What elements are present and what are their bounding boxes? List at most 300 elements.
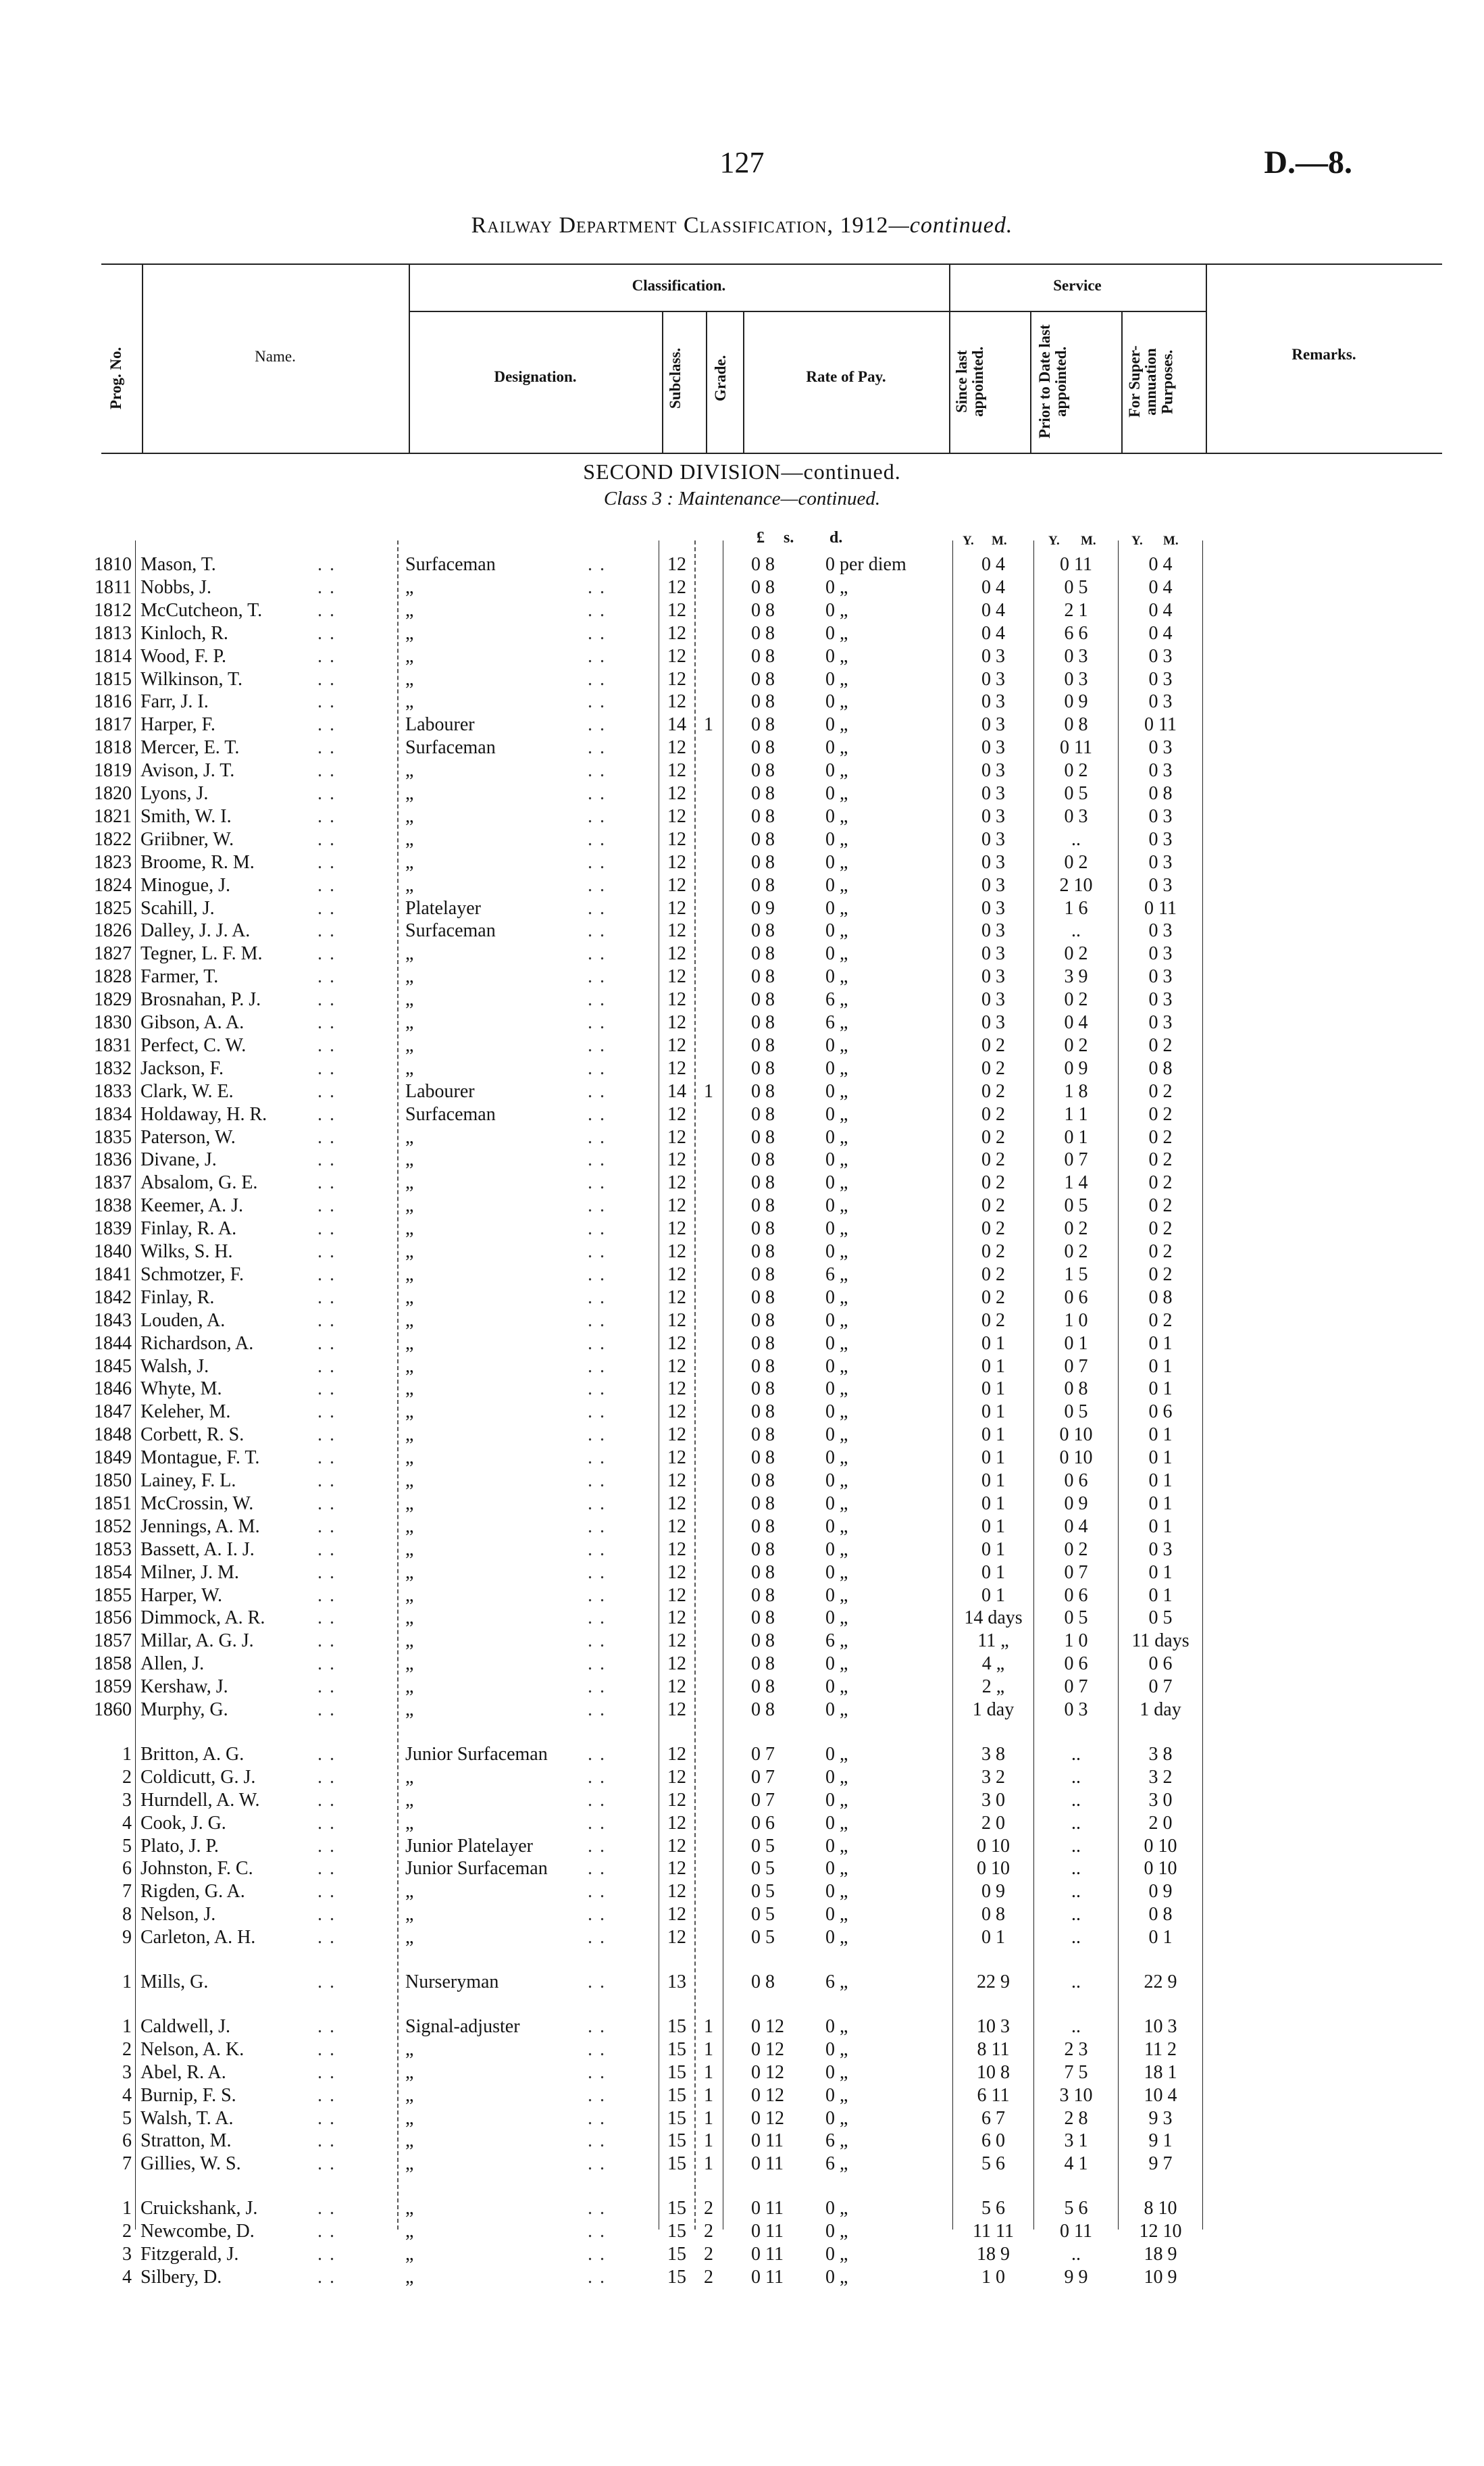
rate-pence-basis: 6 „ [825, 989, 848, 1011]
employee-name: Kershaw, J. [140, 1676, 228, 1698]
name-leader: . . [317, 1835, 336, 1857]
since-last: 22 9 [977, 1971, 1010, 1992]
employee-name: Corbett, R. S. [140, 1424, 245, 1446]
since-last: 0 3 [981, 943, 1005, 965]
name-leader: . . [317, 1332, 336, 1354]
rate-pounds-shillings: 0 8 [751, 874, 775, 896]
rate-pounds-shillings: 0 8 [751, 645, 775, 667]
subclass: 12 [667, 1492, 686, 1514]
designation: Surfaceman [405, 737, 496, 759]
rate-pence-basis: 0 „ [825, 1561, 848, 1583]
prog-no: 1832 [94, 1057, 132, 1079]
rate-pence-basis: 0 „ [825, 920, 848, 942]
prior-to-date: 2 1 [1064, 599, 1088, 621]
since-last: 0 3 [981, 760, 1005, 782]
subclass: 12 [667, 1149, 686, 1171]
prog-no: 1846 [94, 1378, 132, 1400]
since-last: 1 0 [981, 2266, 1005, 2288]
name-leader: . . [317, 668, 336, 690]
prog-no: 1838 [94, 1195, 132, 1217]
rate-pounds-shillings: 0 12 [751, 2038, 784, 2060]
rate-pence-basis: 0 „ [825, 1126, 848, 1148]
subclass: 12 [667, 1630, 686, 1652]
designation-leader: . . [588, 851, 606, 873]
rate-pence-basis: 0 „ [825, 1538, 848, 1560]
designation-leader: . . [588, 1218, 606, 1240]
prior-to-date: 2 3 [1064, 2038, 1088, 2060]
designation-leader: . . [588, 599, 606, 621]
name-leader: . . [317, 989, 336, 1011]
name-leader: . . [317, 1789, 336, 1811]
designation-leader: . . [588, 943, 606, 965]
name-leader: . . [317, 2266, 336, 2288]
rate-pence-basis: 0 „ [825, 1470, 848, 1491]
rate-pounds-shillings: 0 8 [751, 1241, 775, 1262]
unit-year-2: Y. [1048, 534, 1060, 548]
designation: „ [405, 2084, 414, 2106]
name-leader: . . [317, 1515, 336, 1537]
name-leader: . . [317, 2153, 336, 2175]
for-superannuation: 0 11 [1144, 897, 1177, 919]
subclass: 15 [667, 2153, 686, 2175]
designation-leader: . . [588, 1332, 606, 1354]
since-last: 0 8 [981, 1904, 1005, 1926]
name-leader: . . [317, 599, 336, 621]
designation-leader: . . [588, 1971, 606, 1992]
prior-to-date: 0 6 [1064, 1286, 1088, 1308]
rate-pence-basis: 6 „ [825, 2130, 848, 2152]
subclass: 15 [667, 2198, 686, 2219]
subclass: 12 [667, 1355, 686, 1377]
subclass: 12 [667, 1881, 686, 1903]
for-superannuation: 0 8 [1148, 1286, 1173, 1308]
designation: „ [405, 1286, 414, 1308]
subclass: 12 [667, 874, 686, 896]
unit-year-3: Y. [1131, 534, 1143, 548]
prior-to-date: 0 9 [1064, 691, 1088, 713]
for-superannuation: 0 3 [1148, 989, 1173, 1011]
unit-month-2: M. [1081, 534, 1096, 548]
name-leader: . . [317, 1447, 336, 1469]
rate-pounds-shillings: 0 8 [751, 576, 775, 598]
since-last: 0 2 [981, 1195, 1005, 1217]
for-superannuation: 3 8 [1148, 1743, 1173, 1765]
prior-to-date: 0 2 [1064, 1218, 1088, 1240]
designation: „ [405, 1034, 414, 1056]
rate-pounds-shillings: 0 5 [751, 1904, 775, 1926]
rate-pence-basis: 0 „ [825, 622, 848, 644]
employee-name: Walsh, J. [140, 1355, 209, 1377]
name-leader: . . [317, 1653, 336, 1675]
subclass: 15 [667, 2244, 686, 2265]
prior-to-date: 6 6 [1064, 622, 1088, 644]
prior-to-date: 0 5 [1064, 1607, 1088, 1629]
prog-no: 1843 [94, 1309, 132, 1331]
designation: „ [405, 828, 414, 850]
subclass: 12 [667, 783, 686, 804]
rate-pounds-shillings: 0 8 [751, 622, 775, 644]
header-name: Name. [255, 348, 296, 365]
prog-no: 1819 [94, 760, 132, 782]
employee-name: Mercer, E. T. [140, 737, 240, 759]
subclass: 12 [667, 1401, 686, 1423]
header-for-superannuation: For Super-annuation Purposes. [1126, 345, 1176, 418]
rate-pence-basis: 0 „ [825, 1515, 848, 1537]
for-superannuation: 0 10 [1144, 1858, 1177, 1880]
subclass: 12 [667, 1470, 686, 1491]
rate-pence-basis: 0 „ [825, 1743, 848, 1765]
for-superannuation: 0 3 [1148, 851, 1173, 873]
rate-pounds-shillings: 0 12 [751, 2015, 784, 2037]
subclass: 12 [667, 1607, 686, 1629]
subclass: 12 [667, 989, 686, 1011]
employee-name: Millar, A. G. J. [140, 1630, 254, 1652]
for-superannuation: 0 2 [1148, 1195, 1173, 1217]
prog-no: 8 [122, 1904, 132, 1926]
prog-no: 1814 [94, 645, 132, 667]
designation: „ [405, 2221, 414, 2242]
prog-no: 4 [122, 2084, 132, 2106]
prior-to-date: 1 1 [1064, 1103, 1088, 1125]
designation: „ [405, 1927, 414, 1948]
for-superannuation: 0 4 [1148, 554, 1173, 575]
rate-pence-basis: 0 „ [825, 2015, 848, 2037]
designation: „ [405, 1172, 414, 1194]
rate-pence-basis: 0 „ [825, 783, 848, 804]
rate-pounds-shillings: 0 8 [751, 920, 775, 942]
name-leader: . . [317, 1971, 336, 1992]
rate-pence-basis: 0 „ [825, 760, 848, 782]
designation-leader: . . [588, 1172, 606, 1194]
employee-name: Wood, F. P. [140, 645, 226, 667]
subclass: 13 [667, 1971, 686, 1992]
since-last: 0 10 [977, 1858, 1010, 1880]
name-leader: . . [317, 851, 336, 873]
prior-to-date: 0 10 [1059, 1447, 1093, 1469]
designation: „ [405, 1263, 414, 1285]
header-classification: Classification. [632, 277, 726, 294]
designation: Surfaceman [405, 920, 496, 942]
prior-to-date: .. [1071, 2244, 1081, 2265]
prog-no: 1848 [94, 1424, 132, 1446]
subclass: 12 [667, 554, 686, 575]
header-service: Service [1053, 277, 1102, 294]
designation: „ [405, 1561, 414, 1583]
for-superannuation: 18 1 [1144, 2061, 1177, 2083]
rate-pounds-shillings: 0 11 [751, 2130, 784, 2152]
rate-pence-basis: 0 „ [825, 1653, 848, 1675]
prog-no: 5 [122, 1835, 132, 1857]
designation: „ [405, 1653, 414, 1675]
prog-no: 1859 [94, 1676, 132, 1698]
rate-pence-basis: 0 „ [825, 1309, 848, 1331]
designation-leader: . . [588, 805, 606, 827]
designation-leader: . . [588, 1149, 606, 1171]
name-leader: . . [317, 1766, 336, 1788]
since-last: 0 3 [981, 851, 1005, 873]
since-last: 3 0 [981, 1789, 1005, 1811]
prog-no: 1855 [94, 1584, 132, 1606]
rate-pounds-shillings: 0 8 [751, 1492, 775, 1514]
prog-no: 2 [122, 2221, 132, 2242]
employee-name: Wilks, S. H. [140, 1241, 233, 1262]
since-last: 0 2 [981, 1218, 1005, 1240]
for-superannuation: 0 9 [1148, 1881, 1173, 1903]
prior-to-date: .. [1071, 1743, 1081, 1765]
rate-pounds-shillings: 0 7 [751, 1743, 775, 1765]
subclass: 12 [667, 805, 686, 827]
prog-no: 2 [122, 2038, 132, 2060]
subclass: 12 [667, 828, 686, 850]
prog-no: 1844 [94, 1332, 132, 1354]
employee-name: Montague, F. T. [140, 1447, 260, 1469]
designation-leader: . . [588, 1630, 606, 1652]
designation: „ [405, 691, 414, 713]
designation-leader: . . [588, 1034, 606, 1056]
rate-pounds-shillings: 0 8 [751, 1309, 775, 1331]
rate-pounds-shillings: 0 11 [751, 2153, 784, 2175]
subclass: 15 [667, 2221, 686, 2242]
employee-name: Plato, J. P. [140, 1835, 219, 1857]
for-superannuation: 0 2 [1148, 1309, 1173, 1331]
subclass: 15 [667, 2107, 686, 2129]
grade: 1 [704, 2084, 713, 2106]
designation: „ [405, 2061, 414, 2083]
prior-to-date: .. [1071, 1971, 1081, 1992]
rate-pence-basis: 0 „ [825, 1149, 848, 1171]
rate-pence-basis: 0 „ [825, 1699, 848, 1720]
prior-to-date: 0 7 [1064, 1355, 1088, 1377]
subclass: 12 [667, 897, 686, 919]
designation-leader: . . [588, 1103, 606, 1125]
grade: 1 [704, 2015, 713, 2037]
designation-leader: . . [588, 2244, 606, 2265]
name-leader: . . [317, 874, 336, 896]
prior-to-date: 0 11 [1060, 2221, 1092, 2242]
for-superannuation: 0 1 [1148, 1561, 1173, 1583]
employee-name: Louden, A. [140, 1309, 226, 1331]
rate-pence-basis: 0 „ [825, 2084, 848, 2106]
rate-pence-basis: 0 „ [825, 668, 848, 690]
rate-pounds-shillings: 0 11 [751, 2244, 784, 2265]
rate-pence-basis: 0 „ [825, 2266, 848, 2288]
since-last: 0 3 [981, 645, 1005, 667]
designation-leader: . . [588, 1743, 606, 1765]
designation-leader: . . [588, 2198, 606, 2219]
prior-to-date: 0 2 [1064, 851, 1088, 873]
subclass: 12 [667, 1241, 686, 1262]
designation-leader: . . [588, 1927, 606, 1948]
subclass: 12 [667, 622, 686, 644]
prog-no: 1845 [94, 1355, 132, 1377]
designation: „ [405, 1812, 414, 1834]
designation-leader: . . [588, 2084, 606, 2106]
name-leader: . . [317, 1378, 336, 1400]
rate-pounds-shillings: 0 8 [751, 851, 775, 873]
name-leader: . . [317, 691, 336, 713]
header-since-last: Since last appointed. [953, 346, 987, 418]
rate-pounds-shillings: 0 8 [751, 1263, 775, 1285]
prior-to-date: 0 3 [1064, 805, 1088, 827]
subclass: 12 [667, 1424, 686, 1446]
rate-pence-basis: 0 „ [825, 1927, 848, 1948]
prior-to-date: 0 2 [1064, 943, 1088, 965]
prog-no: 1858 [94, 1653, 132, 1675]
prog-no: 1828 [94, 966, 132, 988]
subclass: 12 [667, 1447, 686, 1469]
rate-pence-basis: 0 „ [825, 2198, 848, 2219]
designation-leader: . . [588, 737, 606, 759]
for-superannuation: 0 3 [1148, 805, 1173, 827]
subclass: 12 [667, 943, 686, 965]
rate-pence-basis: 0 „ [825, 1195, 848, 1217]
designation: „ [405, 1378, 414, 1400]
designation: „ [405, 783, 414, 804]
designation: „ [405, 1699, 414, 1720]
name-leader: . . [317, 1126, 336, 1148]
name-leader: . . [317, 1103, 336, 1125]
since-last: 18 9 [977, 2244, 1010, 2265]
subclass: 15 [667, 2061, 686, 2083]
designation: „ [405, 1126, 414, 1148]
name-leader: . . [317, 1286, 336, 1308]
designation-leader: . . [588, 1835, 606, 1857]
header-rate-of-pay: Rate of Pay. [806, 368, 886, 385]
name-leader: . . [317, 1584, 336, 1606]
prog-no: 1829 [94, 989, 132, 1011]
since-last: 2 „ [981, 1676, 1005, 1698]
prog-no: 2 [122, 1766, 132, 1788]
prior-to-date: 1 8 [1064, 1080, 1088, 1102]
subclass: 12 [667, 1263, 686, 1285]
subclass: 12 [667, 1766, 686, 1788]
designation: „ [405, 1218, 414, 1240]
name-leader: . . [317, 1904, 336, 1926]
designation: „ [405, 1057, 414, 1079]
designation-leader: . . [588, 1789, 606, 1811]
for-superannuation: 0 4 [1148, 599, 1173, 621]
employee-name: Broome, R. M. [140, 851, 255, 873]
designation: „ [405, 1424, 414, 1446]
prog-no: 1853 [94, 1538, 132, 1560]
for-superannuation: 9 1 [1148, 2130, 1173, 2152]
since-last: 10 8 [977, 2061, 1010, 2083]
name-leader: . . [317, 2061, 336, 2083]
employee-name: Minogue, J. [140, 874, 230, 896]
rate-pounds-shillings: 0 8 [751, 943, 775, 965]
rate-pounds-shillings: 0 7 [751, 1789, 775, 1811]
since-last: 6 11 [977, 2084, 1010, 2106]
prior-to-date: 0 3 [1064, 668, 1088, 690]
for-superannuation: 0 1 [1148, 1332, 1173, 1354]
employee-name: Griibner, W. [140, 828, 234, 850]
designation-leader: . . [588, 2266, 606, 2288]
designation-leader: . . [588, 554, 606, 575]
unit-month-1: M. [992, 534, 1007, 548]
for-superannuation: 11 2 [1144, 2038, 1177, 2060]
header-designation: Designation. [494, 368, 577, 385]
subclass: 12 [667, 1699, 686, 1720]
subclass: 12 [667, 1332, 686, 1354]
subclass: 12 [667, 1676, 686, 1698]
name-leader: . . [317, 1401, 336, 1423]
name-leader: . . [317, 1034, 336, 1056]
name-leader: . . [317, 1172, 336, 1194]
rate-pence-basis: 6 „ [825, 1263, 848, 1285]
grade: 1 [704, 2061, 713, 2083]
designation-leader: . . [588, 920, 606, 942]
prior-to-date: 0 5 [1064, 783, 1088, 804]
rate-pounds-shillings: 0 8 [751, 1401, 775, 1423]
name-leader: . . [317, 1607, 336, 1629]
designation-leader: . . [588, 1858, 606, 1880]
caption-main: Railway Department Classification, 1912 [471, 213, 889, 238]
name-leader: . . [317, 966, 336, 988]
for-superannuation: 0 11 [1144, 714, 1177, 736]
rate-pounds-shillings: 0 11 [751, 2221, 784, 2242]
prior-to-date: 9 9 [1064, 2266, 1088, 2288]
designation: „ [405, 1149, 414, 1171]
employee-name: Farr, J. I. [140, 691, 209, 713]
prior-to-date: 0 7 [1064, 1561, 1088, 1583]
designation-leader: . . [588, 691, 606, 713]
designation: „ [405, 2038, 414, 2060]
prog-no: 3 [122, 2061, 132, 2083]
rate-pounds-shillings: 0 5 [751, 1881, 775, 1903]
prog-no: 6 [122, 2130, 132, 2152]
designation-leader: . . [588, 1766, 606, 1788]
for-superannuation: 10 3 [1144, 2015, 1177, 2037]
prog-no: 1 [122, 2198, 132, 2219]
since-last: 1 day [972, 1699, 1015, 1720]
since-last: 6 0 [981, 2130, 1005, 2152]
name-leader: . . [317, 1470, 336, 1491]
unit-year-1: Y. [963, 534, 974, 548]
prior-to-date: 0 1 [1064, 1332, 1088, 1354]
rate-pence-basis: 0 „ [825, 2221, 848, 2242]
subclass: 14 [667, 714, 686, 736]
prior-to-date: .. [1071, 1904, 1081, 1926]
designation-leader: . . [588, 1057, 606, 1079]
name-leader: . . [317, 1858, 336, 1880]
rate-pence-basis: 0 „ [825, 1607, 848, 1629]
rate-pounds-shillings: 0 7 [751, 1766, 775, 1788]
designation: „ [405, 1538, 414, 1560]
name-leader: . . [317, 1218, 336, 1240]
rate-pounds-shillings: 0 8 [751, 1172, 775, 1194]
rate-pounds-shillings: 0 8 [751, 1286, 775, 1308]
designation-leader: . . [588, 668, 606, 690]
prior-to-date: 0 10 [1059, 1424, 1093, 1446]
designation: „ [405, 599, 414, 621]
prior-to-date: .. [1071, 1881, 1081, 1903]
rate-pence-basis: 0 „ [825, 2038, 848, 2060]
rate-pounds-shillings: 0 8 [751, 1447, 775, 1469]
rate-pounds-shillings: 0 8 [751, 1332, 775, 1354]
prior-to-date: 0 2 [1064, 1241, 1088, 1262]
prior-to-date: 0 5 [1064, 1195, 1088, 1217]
prior-to-date: 3 10 [1059, 2084, 1093, 2106]
for-superannuation: 0 1 [1148, 1927, 1173, 1948]
prior-to-date: .. [1071, 1835, 1081, 1857]
for-superannuation: 0 8 [1148, 1904, 1173, 1926]
employee-name: Schmotzer, F. [140, 1263, 244, 1285]
prog-no: 4 [122, 2266, 132, 2288]
prog-no: 1815 [94, 668, 132, 690]
designation-leader: . . [588, 1263, 606, 1285]
division-title: SECOND DIVISION—continued. [583, 459, 901, 484]
employee-name: Scahill, J. [140, 897, 215, 919]
